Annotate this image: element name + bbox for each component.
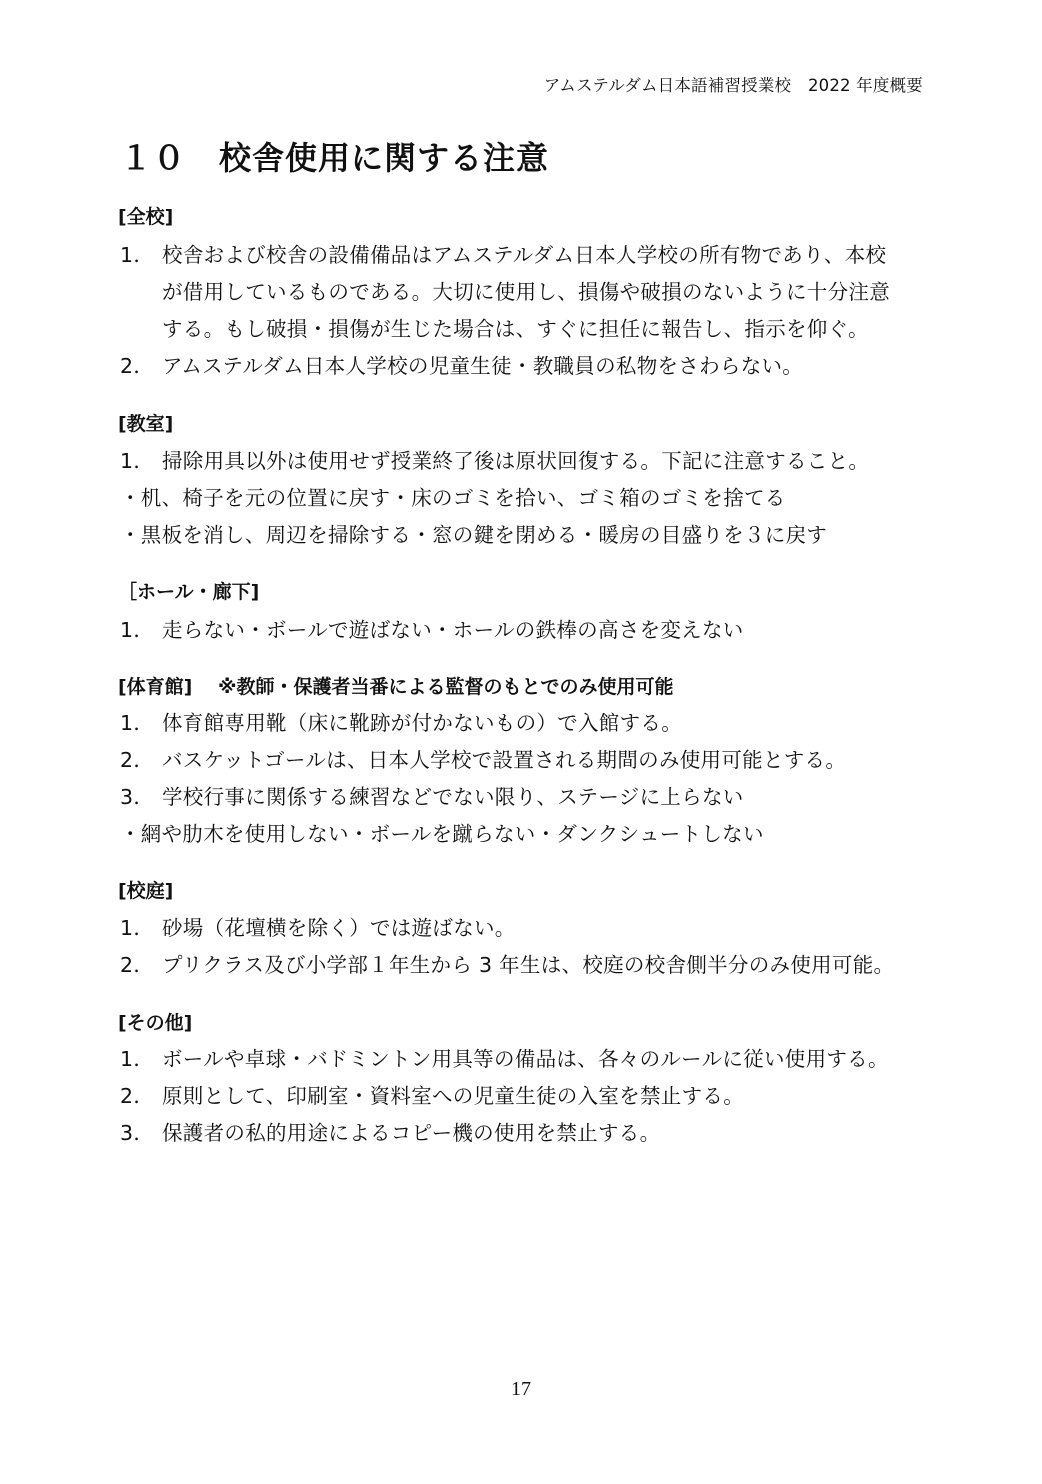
- item-number: 2．: [120, 1084, 155, 1108]
- item-number: 1．: [120, 1047, 155, 1071]
- item-number: 1．: [120, 711, 155, 735]
- item-number: 2．: [120, 354, 155, 378]
- item-text: 砂場（花壇横を除く）では遊ばない。: [162, 916, 516, 940]
- list-item: [120, 444, 869, 474]
- section-heading-kyoshitsu: [教室]: [118, 413, 174, 435]
- list-item: [120, 1079, 744, 1109]
- item-number: 1．: [120, 243, 155, 267]
- section-heading-gym: [体育館] ※教師・保護者当番による監督のもとでのみ使用可能: [118, 676, 674, 698]
- page-title: １０ 校舎使用に関する注意: [120, 139, 550, 177]
- item-number: 1．: [120, 916, 155, 940]
- list-item: [120, 238, 886, 268]
- item-text-continuation: する。もし破損・損傷が生じた場合は、すぐに担任に報告し、指示を仰ぐ。: [162, 317, 869, 341]
- list-item: [120, 613, 744, 643]
- list-item: [120, 706, 682, 736]
- item-number: 1．: [120, 449, 155, 473]
- list-item: [120, 1116, 660, 1146]
- page-header: アムステルダム日本語補習授業校 2022 年度概要: [543, 76, 923, 95]
- list-item: [120, 780, 744, 810]
- item-number: 2．: [120, 748, 155, 772]
- item-text: バスケットゴールは、日本人学校で設置される期間のみ使用可能とする。: [162, 748, 847, 772]
- item-text: 保護者の私的用途によるコピー機の使用を禁止する。: [162, 1121, 661, 1145]
- list-item: [120, 349, 803, 379]
- list-item: [120, 1042, 889, 1072]
- list-item: [120, 948, 894, 978]
- section-heading-hall: ［ホール・廊下]: [118, 581, 260, 603]
- section-heading-zenko: [全校]: [118, 206, 174, 228]
- item-text: 校舎および校舎の設備備品はアムステルダム日本人学校の所有物であり、本校: [162, 243, 887, 267]
- item-text: 掃除用具以外は使用せず授業終了後は原状回復する。下記に注意すること。: [162, 449, 870, 473]
- section-heading-sonota: [その他]: [118, 1012, 193, 1034]
- list-item: [120, 911, 516, 941]
- item-text: 走らない・ボールで遊ばない・ホールの鉄棒の高さを変えない: [162, 618, 744, 642]
- bullet-item: ・黒板を消し、周辺を掃除する・窓の鍵を閉める・暖房の目盛りを３に戻す: [120, 523, 828, 547]
- bullet-item: ・網や肋木を使用しない・ボールを蹴らない・ダンクシュートしない: [120, 822, 764, 846]
- bullet-item: ・机、椅子を元の位置に戻す・床のゴミを拾い、ゴミ箱のゴミを捨てる: [120, 486, 786, 510]
- item-number: 2．: [120, 953, 155, 977]
- item-number: 3．: [120, 1121, 155, 1145]
- item-text: アムステルダム日本人学校の児童生徒・教職員の私物をさわらない。: [162, 354, 804, 378]
- item-text: 学校行事に関係する練習などでない限り、ステージに上らない: [162, 785, 744, 809]
- item-text: プリクラス及び小学部１年生から 3 年生は、校庭の校舎側半分のみ使用可能。: [162, 953, 895, 977]
- list-item: [120, 743, 846, 773]
- section-heading-kotei: [校庭]: [118, 880, 174, 902]
- item-number: 1．: [120, 618, 155, 642]
- item-text-continuation: が借用しているものである。大切に使用し、損傷や破損のないように十分注意: [162, 280, 890, 304]
- item-text: 体育館専用靴（床に靴跡が付かないもの）で入館する。: [162, 711, 682, 735]
- item-number: 3．: [120, 785, 155, 809]
- item-text: ボールや卓球・バドミントン用具等の備品は、各々のルールに従い使用する。: [162, 1047, 889, 1071]
- page-number: 17: [511, 1378, 531, 1400]
- item-text: 原則として、印刷室・資料室への児童生徒の入室を禁止する。: [162, 1084, 744, 1108]
